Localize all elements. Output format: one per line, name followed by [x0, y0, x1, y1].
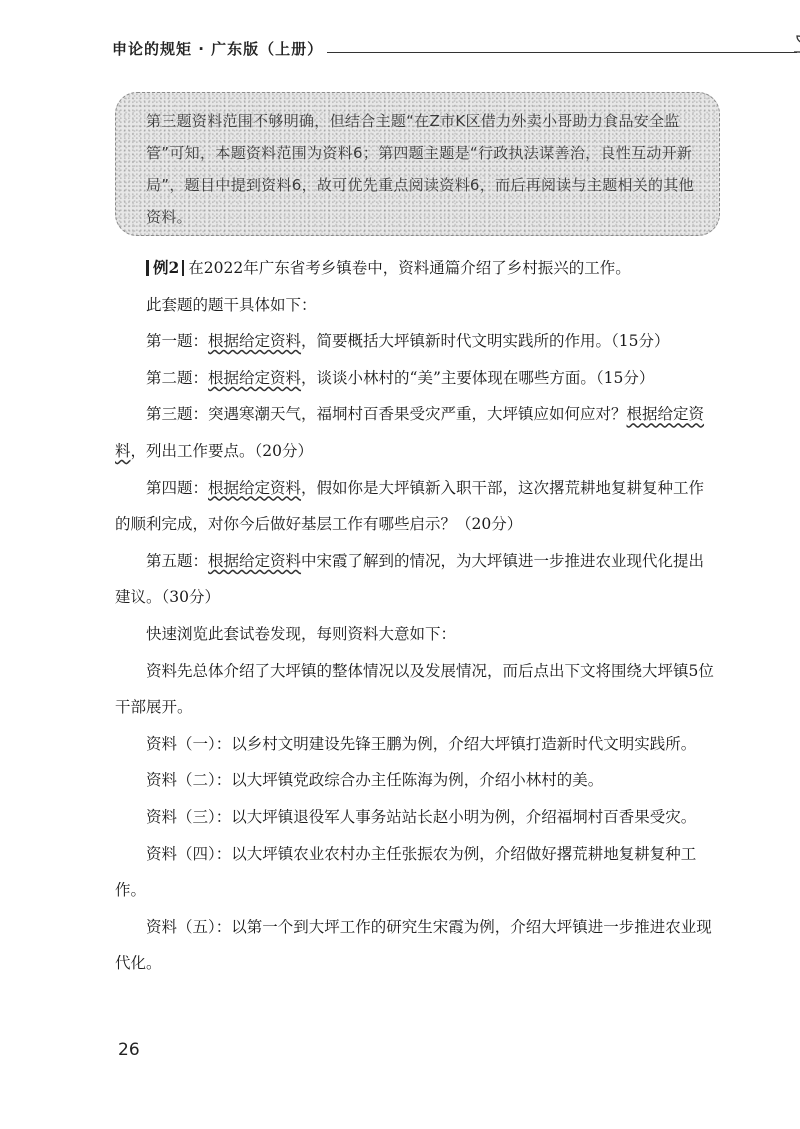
- question-rest: ，假如你是大坪镇新入职干部，这次撂荒耕地复耕复种工作的顺利完成，对你今后做好基层工作有哪些启示？（20分）: [115, 478, 705, 534]
- header-title: 申论的规矩 · 广东版（上册）: [112, 40, 324, 58]
- question-rest: ，列出工作要点。（20分）: [130, 441, 313, 460]
- question-prefix: 第三题：突遇寒潮天气，福垌村百香果受灾严重，大坪镇应如何应对？: [146, 405, 627, 424]
- sprout-icon: [790, 32, 800, 60]
- question-2: [115, 360, 715, 397]
- note-box: [115, 92, 720, 236]
- question-prefix: 第五题：: [146, 551, 209, 570]
- question-rest: ，谈谈小林村的“美”主要体现在哪些方面。（15分）: [301, 368, 655, 387]
- materials-overview: 资料先总体介绍了大坪镇的整体情况以及发展情况，而后点出下文将围绕大坪镇5位干部展开。: [115, 661, 714, 717]
- question-rest: 中宋霞了解到的情况，为大坪镇进一步推进农业现代化提出建议。（30分）: [115, 551, 705, 607]
- question-5: [115, 543, 715, 616]
- question-4: [115, 470, 715, 543]
- question-highlight: 根据给定资料: [115, 405, 705, 460]
- example-intro-paragraph: [115, 250, 715, 287]
- material-item: 资料（一）：以乡村文明建设先锋王鹏为例，介绍大坪镇打造新时代文明实践所。: [146, 734, 697, 753]
- body-text: [115, 250, 715, 982]
- question-prefix: 第一题：: [146, 332, 209, 351]
- page-number: 26: [118, 1040, 140, 1060]
- running-header: [112, 36, 712, 66]
- note-text: 第三题资料范围不够明确，但结合主题“在Z市K区借力外卖小哥助力食品安全监管”可知，本题资料范围为资料6；第四题主题是“行政执法谋善治，良性互动开新局”，题目中提到资料6，故可优先重点阅读资料6，而后再阅读与主题相关的其他资料。: [146, 112, 694, 226]
- material-item: 资料（二）：以大坪镇党政综合办主任陈海为例，介绍小林村的美。: [146, 771, 604, 790]
- question-highlight: 根据给定资料: [208, 551, 302, 570]
- material-item: 资料（三）：以大坪镇退役军人事务站站长赵小明为例，介绍福垌村百香果受灾。: [146, 807, 697, 826]
- header-rule: [327, 52, 797, 53]
- question-3: [115, 396, 715, 469]
- question-highlight: 根据给定资料: [208, 332, 302, 351]
- example-intro: 在2022年广东省考乡镇卷中，资料通篇介绍了乡村振兴的工作。: [188, 259, 631, 277]
- stem-intro: 此套题的题干具体如下：: [146, 295, 317, 314]
- material-item: 资料（四）：以大坪镇农业农村办主任张振农为例，介绍做好撂荒耕地复耕复种工作。: [115, 844, 697, 900]
- question-prefix: 第四题：: [146, 478, 209, 497]
- question-prefix: 第二题：: [146, 368, 209, 387]
- question-highlight: 根据给定资料: [208, 478, 302, 497]
- example-label: 例2: [146, 260, 184, 276]
- question-rest: ，简要概括大坪镇新时代文明实践所的作用。（15分）: [301, 332, 670, 351]
- browse-intro: 快速浏览此套试卷发现，每则资料大意如下：: [146, 624, 457, 643]
- question-highlight: 根据给定资料: [208, 368, 302, 387]
- material-item: 资料（五）：以第一个到大坪工作的研究生宋霞为例，介绍大坪镇进一步推进农业现代化。: [115, 917, 712, 973]
- question-1: [115, 323, 715, 360]
